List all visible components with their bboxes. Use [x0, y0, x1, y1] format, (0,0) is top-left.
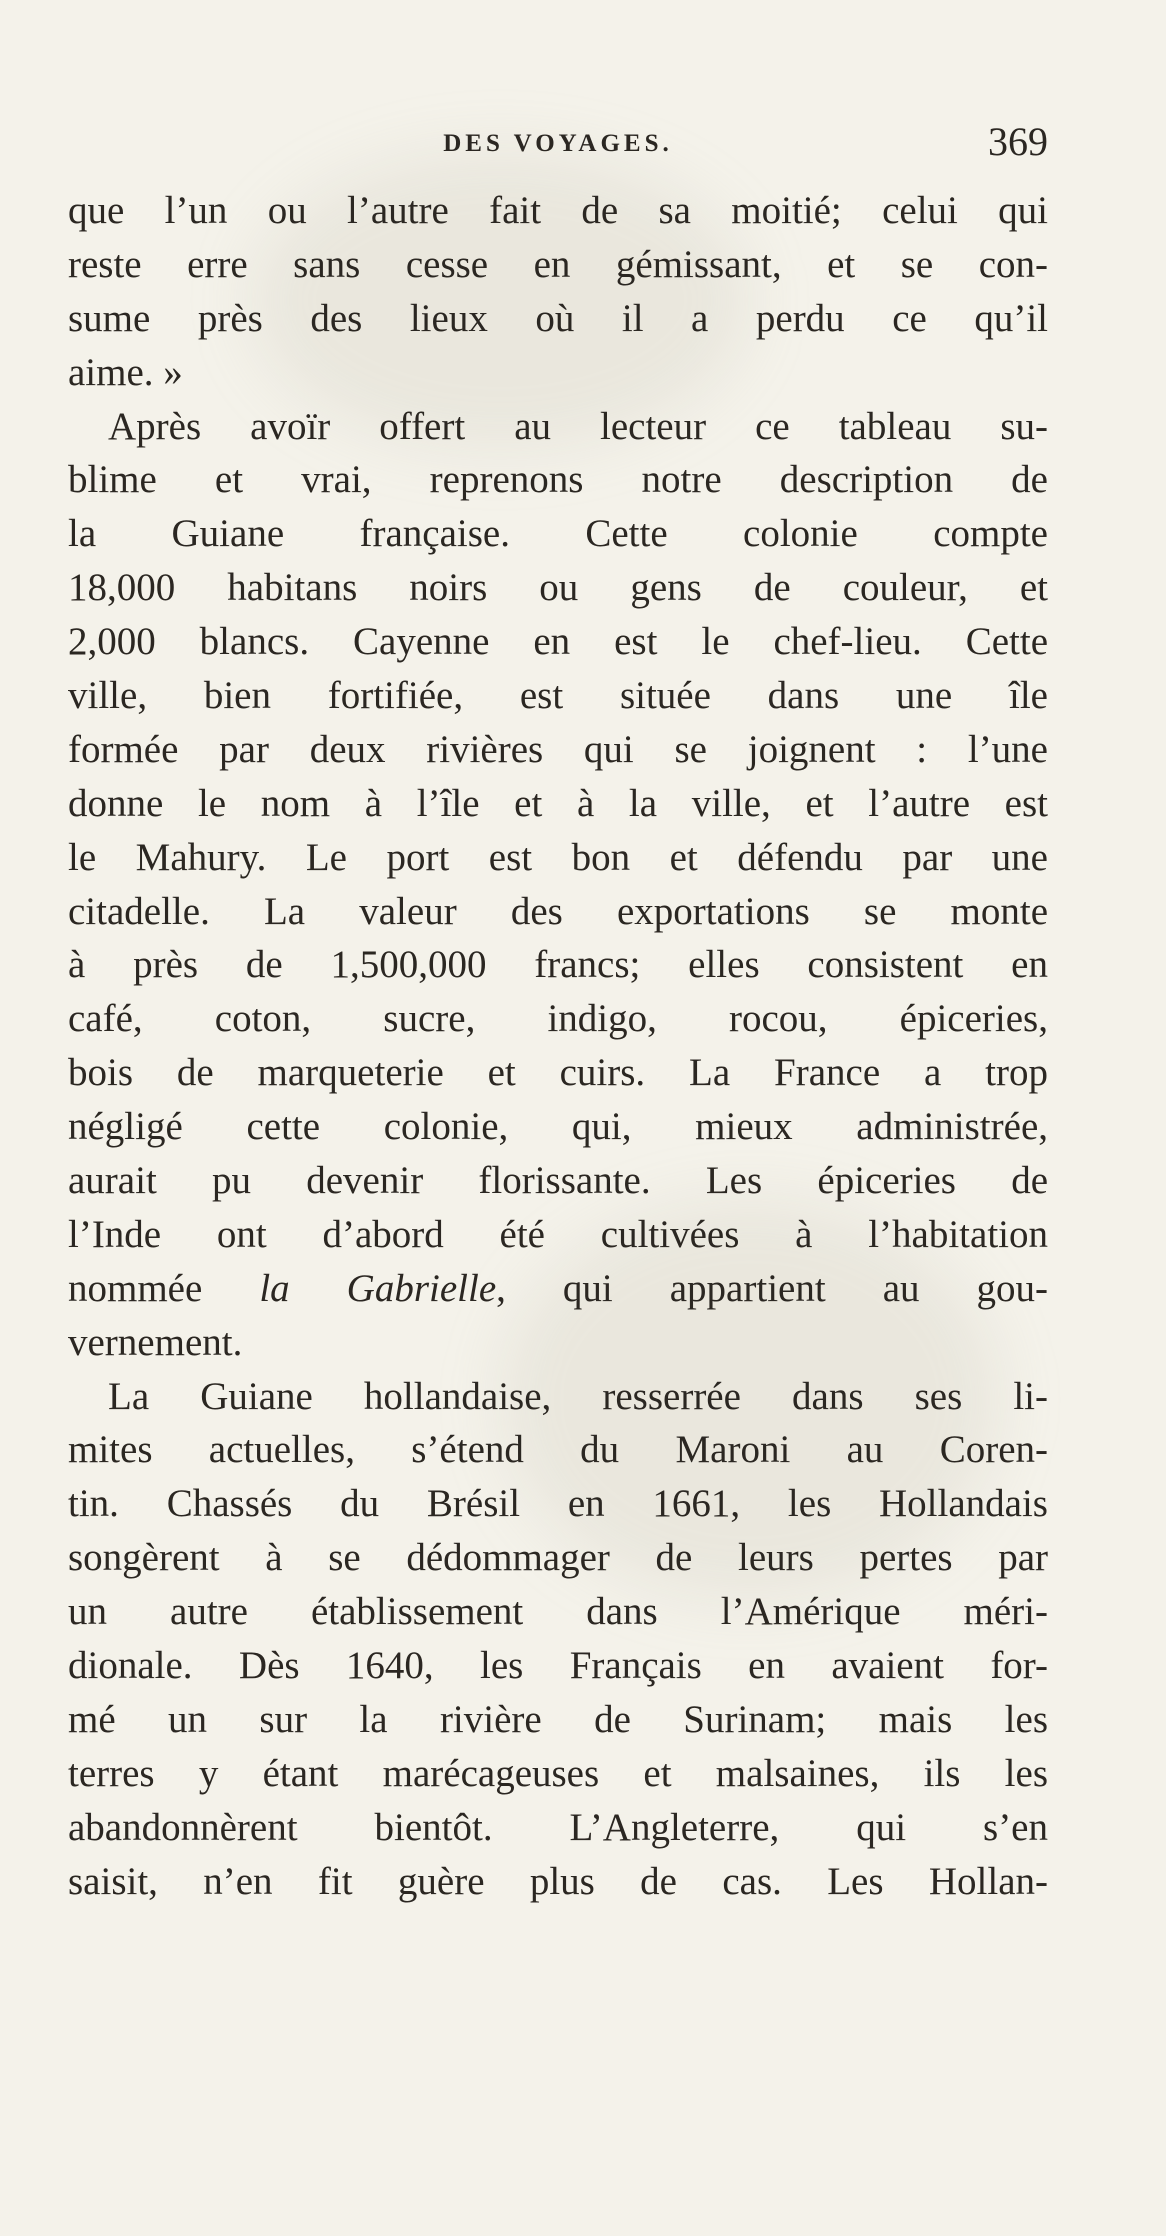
text-line: terres y étant marécageuses et malsaines, ils les [68, 1751, 1048, 1795]
text-line: vernement. [68, 1320, 243, 1364]
text-line: saisit, n’en fit guère plus de cas. Les Hollan- [68, 1859, 1048, 1903]
text-line: sume près des lieux où il a perdu ce qu’il [68, 296, 1048, 340]
text-line: abandonnèrent bientôt. L’Angleterre, qui s’en [68, 1805, 1048, 1849]
text-line [68, 1262, 1048, 1316]
text-line: 18,000 habitans noirs ou gens de couleur, et [68, 566, 1048, 610]
text-line: que l’un ou l’autre fait de sa moitié; celui qui [68, 189, 1048, 232]
text-line: Après avoïr offert au lecteur ce tableau su- [108, 404, 1048, 448]
text-line: un autre établissement dans l’Amérique méri- [68, 1590, 1048, 1634]
text-line: songèrent à se dédommager de leurs pertes par [68, 1536, 1048, 1580]
text-span: nommée [68, 1266, 260, 1310]
text-line: aime. » [68, 350, 183, 394]
page-header [68, 118, 1048, 168]
text-line: à près de 1,500,000 francs; elles consistent en [68, 943, 1048, 987]
text-line: donne le nom à l’île et à la ville, et l’autre est [68, 781, 1048, 825]
page-body [68, 184, 1048, 1909]
italic-text: la Gabrielle [259, 1266, 497, 1310]
text-line: reste erre sans cesse en gémissant, et se con- [68, 242, 1048, 286]
text-line: la Guiane française. Cette colonie compte [68, 512, 1048, 556]
text-line: ville, bien fortifiée, est située dans une île [68, 674, 1048, 718]
text-line: La Guiane hollandaise, resserrée dans ses li- [108, 1374, 1048, 1418]
text-line: tin. Chassés du Brésil en 1661, les Hollandais [68, 1482, 1048, 1526]
text-line: café, coton, sucre, indigo, rocou, épiceries, [68, 997, 1048, 1041]
text-line: l’Inde ont d’abord été cultivées à l’habitation [68, 1212, 1048, 1256]
text-line: aurait pu devenir florissante. Les épiceries de [68, 1159, 1048, 1203]
text-line: mé un sur la rivière de Surinam; mais les [68, 1697, 1048, 1741]
text-line: bois de marqueterie et cuirs. La France a trop [68, 1051, 1048, 1095]
running-title: DES VOYAGES. [443, 130, 673, 157]
text-span: , qui appartient au gou- [496, 1266, 1048, 1310]
text-line: mites actuelles, s’étend du Maroni au Coren- [68, 1428, 1048, 1472]
text-line: négligé cette colonie, qui, mieux administrée, [68, 1105, 1048, 1149]
page-number: 369 [988, 119, 1048, 164]
text-line: citadelle. La valeur des exportations se monte [68, 889, 1048, 933]
text-line: dionale. Dès 1640, les Français en avaient for- [68, 1644, 1048, 1688]
text-line: 2,000 blancs. Cayenne en est le chef-lieu. Cette [68, 620, 1048, 664]
text-line: le Mahury. Le port est bon et défendu par une [68, 835, 1048, 879]
text-line: blime et vrai, reprenons notre description de [68, 458, 1048, 502]
text-line: formée par deux rivières qui se joignent : l’une [68, 727, 1048, 771]
